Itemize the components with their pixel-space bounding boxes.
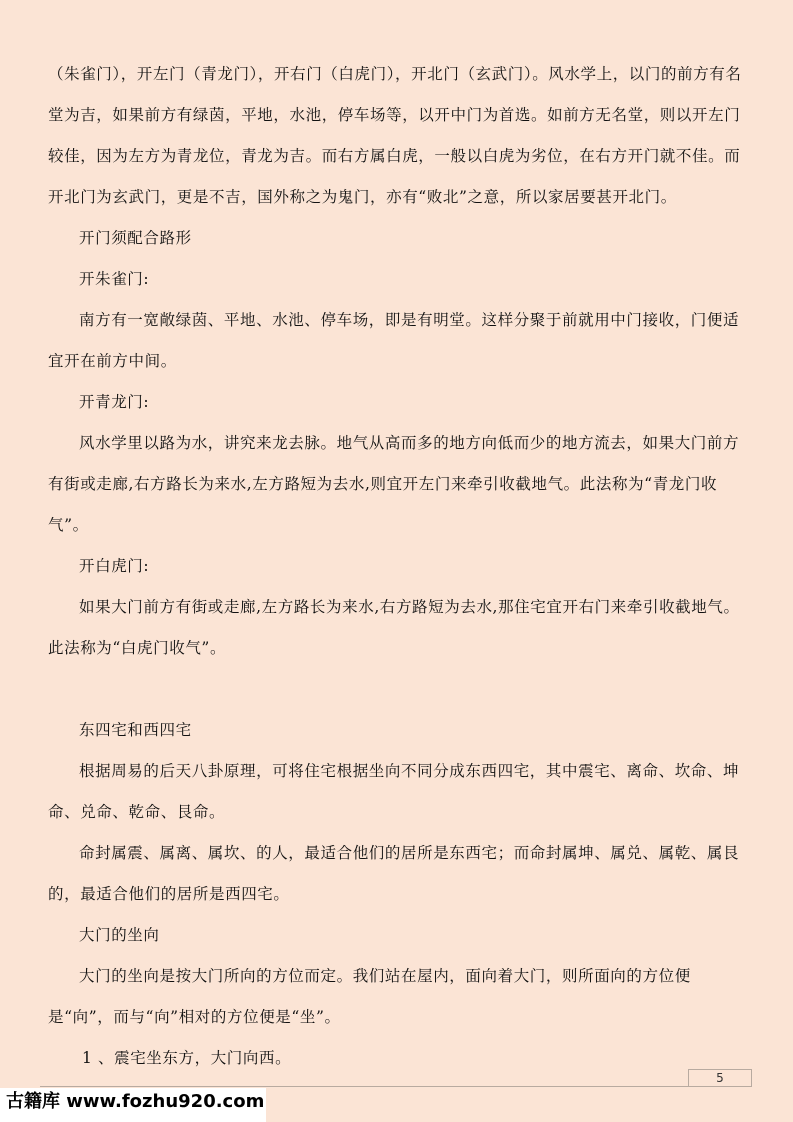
body-text [48,54,748,1079]
subheading: 开朱雀门: [79,270,150,288]
site-watermark: 古籍库 www.fozhu920.com [0,1088,266,1122]
section-heading: 开门须配合路形 [79,229,192,247]
paragraph: 命封属震、属离、属坎、的人，最适合他们的居所是东西宅；而命封属坤、属兑、属乾、属艮的，最适合他们的居所是西四宅。 [48,844,740,903]
paragraph: 如果大门前方有街或走廊,左方路长为来水,右方路短为去水,那住宅宜开右门来牵引收截地气。此法称为“白虎门收气”。 [48,598,740,657]
subheading: 开青龙门: [79,393,150,411]
page-number: 5 [688,1069,752,1087]
paragraph: （朱雀门），开左门（青龙门），开右门（白虎门），开北门（玄武门）。风水学上，以门的前方有名堂为吉，如果前方有绿茵，平地，水池，停车场等，以开中门为首选。如前方无名堂，则以开左门较佳，因为左方为青龙位，青龙为吉。而右方属白虎，一般以白虎为劣位，在右方开门就不佳。而开北门为玄武门，更是不吉，国外称之为鬼门，亦有“败北”之意，所以家居要甚开北门。 [48,65,742,206]
paragraph: 南方有一宽敞绿茵、平地、水池、停车场，即是有明堂。这样分聚于前就用中门接收，门便适宜开在前方中间。 [48,311,740,370]
paragraph: 风水学里以路为水，讲究来龙去脉。地气从高而多的地方向低而少的地方流去，如果大门前方有街或走廊,右方路长为来水,左方路短为去水,则宜开左门来牵引收截地气。此法称为“青龙门收气”。 [48,434,740,534]
paragraph: 大门的坐向是按大门所向的方位而定。我们站在屋内，面向着大门，则所面向的方位便是“向”，而与“向”相对的方位便是“坐”。 [48,967,691,1026]
paragraph: 根据周易的后天八卦原理，可将住宅根据坐向不同分成东西四宅，其中震宅、离命、坎命、坤命、兑命、乾命、艮命。 [48,762,740,821]
subheading: 开白虎门: [79,557,150,575]
footer-divider [40,1086,752,1087]
blank-line [48,669,748,710]
list-item: 1 、震宅坐东方，大门向西。 [82,1049,292,1067]
section-heading: 东四宅和西四宅 [79,721,192,739]
section-heading: 大门的坐向 [79,926,160,944]
